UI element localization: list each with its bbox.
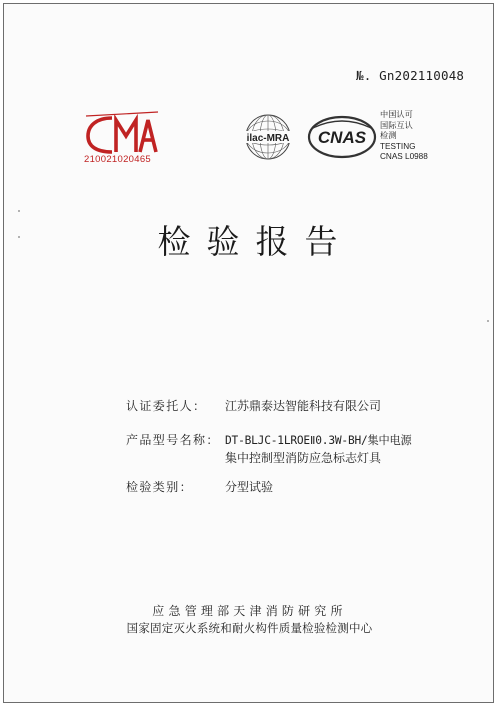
cnas-line-3: 检测	[380, 131, 397, 140]
client-value: 江苏鼎泰达智能科技有限公司	[225, 399, 382, 413]
cnas-line-1: 中国认可	[380, 110, 413, 119]
report-number: №. Gn202110048	[356, 68, 465, 83]
cnas-logo	[307, 114, 377, 160]
ilac-mra-text: ilac-MRA	[246, 133, 290, 144]
product-model-value-line-1: DT-BLJC-1LROEⅡ0.3W-BH/集中电源	[225, 434, 412, 447]
scan-speck	[18, 210, 20, 212]
ilac-mra-logo	[232, 112, 304, 162]
report-cover-page	[3, 3, 494, 703]
cnas-text: CNAS	[317, 128, 367, 147]
cnas-line-4: TESTING	[380, 141, 416, 151]
cnas-accreditation-text	[380, 110, 428, 163]
test-category-value: 分型试验	[225, 480, 274, 494]
cnas-line-2: 国际互认	[380, 120, 413, 130]
issuer-line-1: 应急管理部天津消防研究所	[152, 604, 347, 618]
scan-speck	[18, 236, 20, 238]
scan-speck	[487, 320, 489, 322]
cma-code: 210021020465	[84, 154, 152, 165]
document-title: 检验报告	[157, 222, 354, 261]
cnas-line-5: CNAS L0988	[380, 152, 428, 161]
product-model-value-line-2: 集中控制型消防应急标志灯具	[225, 451, 382, 465]
issuer-line-2: 国家固定灭火系统和耐火构件质量检验检测中心	[126, 621, 373, 635]
test-category-label: 检验类别：	[126, 480, 194, 494]
client-label: 认证委托人：	[126, 399, 207, 413]
product-model-label: 产品型号名称：	[126, 433, 220, 447]
